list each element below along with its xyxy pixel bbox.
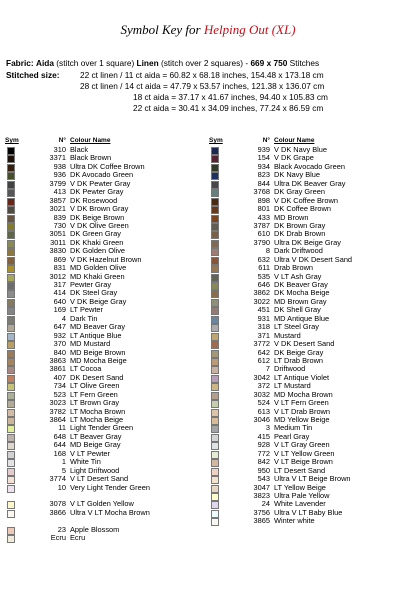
- fabric-line: [6, 58, 319, 68]
- colour-name: Drab Brown: [274, 263, 314, 273]
- floss-number: 407: [53, 372, 66, 382]
- colour-name: MD Mustard: [70, 339, 111, 349]
- colour-name: Medium Tin: [274, 423, 313, 433]
- header-no: N°: [262, 137, 270, 144]
- floss-number: 936: [53, 170, 66, 180]
- size-line-3: 18 ct aida = 37.17 x 41.67 inches, 94.40 x 105.83 cm: [133, 92, 328, 102]
- page-title: [0, 22, 416, 38]
- floss-number: 613: [257, 406, 270, 416]
- colour-name: Mustard: [274, 330, 301, 340]
- stitch-count: 669 x 750: [250, 58, 288, 68]
- fabric-linen-note: (stitch over 2 squares): [160, 58, 244, 68]
- colour-name: DK Drab Brown: [274, 229, 326, 239]
- floss-number: 823: [257, 170, 270, 180]
- table-row: [208, 323, 412, 331]
- size-line-4: 22 ct aida = 30.41 x 34.09 inches, 77.24 x 86.59 cm: [133, 103, 324, 113]
- size-line-2: 28 ct linen / 14 ct aida = 47.79 x 53.57 inches, 121.38 x 136.07 cm: [80, 81, 325, 91]
- floss-number: 3011: [50, 237, 66, 247]
- floss-number: 932: [53, 330, 66, 340]
- colour-name: Ultra V DK Desert Sand: [274, 254, 353, 264]
- table-header: [4, 137, 208, 146]
- floss-number: 3768: [253, 187, 270, 197]
- header-sym: Sym: [5, 137, 19, 144]
- floss-number: 730: [53, 220, 66, 230]
- floss-number: Ecru: [50, 533, 66, 543]
- colour-name: DK Mocha Beige: [274, 288, 330, 298]
- floss-number: 3371: [49, 153, 66, 163]
- floss-number: 310: [53, 145, 66, 154]
- header-colour-name: Colour Name: [274, 137, 315, 144]
- floss-number: 370: [53, 339, 66, 349]
- pattern-name: Helping Out (XL): [203, 22, 296, 37]
- floss-number: 523: [53, 389, 66, 399]
- floss-number: 3772: [253, 339, 270, 349]
- floss-number: 934: [257, 161, 270, 171]
- colour-name: Ecru: [70, 533, 86, 543]
- colour-name: DK Beige Gray: [274, 347, 324, 357]
- colour-name: Ultra Pale Yellow: [274, 490, 330, 500]
- floss-number: 8: [265, 246, 270, 256]
- colour-name: Ultra V LT Mocha Brown: [70, 507, 150, 517]
- floss-number: 632: [257, 254, 270, 264]
- colour-name: V LT Golden Yellow: [70, 499, 134, 509]
- floss-number: 3021: [49, 204, 66, 214]
- table-row: [208, 517, 412, 525]
- colour-name: Winter white: [274, 516, 315, 526]
- table-row: [4, 484, 208, 501]
- floss-number: 24: [261, 499, 270, 509]
- colour-name: V LT Ash Gray: [274, 271, 322, 281]
- floss-number: 433: [257, 212, 270, 222]
- colour-name: DK Gray Green: [274, 187, 325, 197]
- floss-number: 642: [257, 347, 270, 357]
- colour-name: V DK Olive Green: [70, 220, 129, 230]
- left-column: [4, 137, 208, 543]
- floss-number: 372: [257, 381, 270, 391]
- floss-number: 543: [257, 474, 270, 484]
- table-row: [4, 450, 208, 458]
- colour-name: Light Tender Green: [70, 423, 134, 433]
- floss-number: 734: [53, 381, 66, 391]
- floss-number: 5: [61, 465, 66, 475]
- table-row: [208, 205, 412, 213]
- floss-number: 772: [257, 448, 270, 458]
- fabric-aida-note: (stitch over 1 square): [56, 58, 135, 68]
- colour-name: MD Mocha Brown: [274, 389, 333, 399]
- colour-name: V DK Desert Sand: [274, 339, 335, 349]
- floss-number: 3799: [49, 178, 66, 188]
- colour-name: MD Beige Brown: [70, 347, 126, 357]
- fabric-label: Fabric:: [6, 58, 34, 68]
- colour-name: DK Steel Gray: [70, 288, 118, 298]
- colour-name: White Tin: [70, 457, 101, 467]
- size-line-1: 22 ct linen / 11 ct aida = 60.82 x 68.18 inches, 154.48 x 173.18 cm: [80, 70, 324, 80]
- floss-number: 648: [53, 431, 66, 441]
- colour-name: DK Navy Blue: [274, 170, 321, 180]
- floss-number: 3830: [49, 246, 66, 256]
- header-no: N°: [58, 137, 66, 144]
- colour-name: Black Brown: [70, 153, 112, 163]
- colour-name: V LT Desert Sand: [70, 474, 129, 484]
- colour-name: MD Beige Gray: [70, 440, 121, 450]
- floss-number: 23: [57, 524, 66, 534]
- floss-number: 524: [257, 398, 270, 408]
- stitch-unit: Stitches: [289, 58, 320, 68]
- floss-number: 3047: [253, 482, 270, 492]
- colour-name: LT Steel Gray: [274, 322, 319, 332]
- table-row: [4, 526, 208, 534]
- floss-number: 4: [61, 313, 66, 323]
- colour-name: MD Khaki Green: [70, 271, 125, 281]
- fabric-sep: -: [245, 58, 249, 68]
- floss-number: 869: [53, 254, 66, 264]
- floss-number: 415: [257, 431, 270, 441]
- colour-name: LT Antique Blue: [70, 330, 122, 340]
- colour-name: LT Beaver Gray: [70, 431, 122, 441]
- floss-number: 839: [53, 212, 66, 222]
- colour-name: DK Brown Gray: [274, 220, 326, 230]
- colour-name: MD Mocha Beige: [70, 355, 127, 365]
- floss-number: 451: [257, 305, 270, 315]
- floss-number: 3023: [49, 398, 66, 408]
- floss-number: 10: [57, 482, 66, 492]
- colour-name: V DK Pewter Gray: [70, 178, 131, 188]
- floss-number: 640: [53, 296, 66, 306]
- colour-name: V DK Hazelnut Brown: [70, 254, 142, 264]
- colour-name: V LT Yellow Green: [274, 448, 335, 458]
- floss-number: 950: [257, 465, 270, 475]
- floss-number: 939: [257, 145, 270, 154]
- floss-number: 3790: [253, 237, 270, 247]
- colour-name: Pearl Gray: [274, 431, 310, 441]
- colour-name: V DK Grape: [274, 153, 314, 163]
- table-row: [4, 534, 208, 542]
- floss-number: 898: [257, 195, 270, 205]
- colour-name: V DK Coffee Brown: [274, 195, 338, 205]
- floss-number: 644: [53, 440, 66, 450]
- color-swatch-icon: [7, 535, 15, 543]
- colour-name: LT Fern Green: [70, 389, 118, 399]
- colour-name: LT Yellow Beige: [274, 482, 326, 492]
- floss-number: 611: [258, 263, 270, 273]
- colour-name: Light Driftwood: [70, 465, 120, 475]
- floss-number: 3042: [253, 372, 270, 382]
- colour-name: MD Golden Olive: [70, 263, 127, 273]
- header-sym: Sym: [209, 137, 223, 144]
- colour-name: DK Rosewood: [70, 195, 118, 205]
- colour-name: V LT Pewter: [70, 448, 110, 458]
- colour-name: LT Cocoa: [70, 364, 102, 374]
- colour-name: DK Shell Gray: [274, 305, 321, 315]
- colour-name: V LT Gray Green: [274, 440, 330, 450]
- stitched-size-label: Stitched size:: [6, 70, 60, 80]
- table-row: [208, 424, 412, 432]
- floss-number: 3864: [49, 415, 66, 424]
- colour-name: V LT Drab Brown: [274, 406, 330, 416]
- colour-name: LT Desert Sand: [274, 465, 326, 475]
- fabric-linen: Linen: [136, 58, 159, 68]
- floss-number: 646: [257, 280, 270, 289]
- colour-name: DK Golden Olive: [70, 246, 126, 256]
- colour-name: LT Mustard: [274, 381, 311, 391]
- colour-name: DK Beaver Gray: [274, 280, 328, 289]
- floss-number: 3774: [49, 474, 66, 484]
- title-prefix: Symbol Key for: [120, 22, 204, 37]
- colour-name: MD Yellow Beige: [274, 415, 330, 424]
- floss-number: 928: [257, 440, 270, 450]
- colour-name: Ultra V LT Baby Blue: [274, 507, 343, 517]
- color-swatch-icon: [7, 510, 15, 518]
- floss-number: 3: [265, 423, 270, 433]
- colour-name: Driftwood: [274, 364, 306, 374]
- floss-number: 413: [53, 187, 66, 197]
- colour-name: V LT Fern Green: [274, 398, 329, 408]
- floss-number: 840: [53, 347, 66, 357]
- floss-number: 612: [257, 355, 270, 365]
- floss-number: 610: [257, 229, 270, 239]
- colour-name: Ultra DK Coffee Brown: [70, 161, 145, 171]
- floss-number: 3012: [49, 271, 66, 281]
- floss-number: 3756: [253, 507, 270, 517]
- fabric-aida: Aida: [35, 58, 54, 68]
- floss-number: 844: [257, 178, 270, 188]
- colour-name: LT Antique Violet: [274, 372, 330, 382]
- floss-number: 414: [53, 288, 66, 298]
- colour-name: Dark Tin: [70, 313, 98, 323]
- floss-number: 3823: [253, 490, 270, 500]
- colour-name: DK Green Gray: [70, 229, 121, 239]
- floss-number: 169: [53, 305, 66, 315]
- colour-name: Very Light Tender Green: [70, 482, 150, 492]
- color-swatch-icon: [7, 485, 15, 493]
- floss-number: 3787: [253, 220, 270, 230]
- table-row: [4, 509, 208, 526]
- colour-name: DK Desert Sand: [70, 372, 124, 382]
- floss-number: 3078: [49, 499, 66, 509]
- colour-name: V DK Brown Gray: [70, 204, 129, 214]
- colour-name: MD Brown: [274, 212, 309, 222]
- colour-name: LT Mocha Beige: [70, 415, 124, 424]
- floss-number: 801: [257, 204, 270, 214]
- colour-name: LT Drab Brown: [274, 355, 324, 365]
- floss-number: 3862: [253, 288, 270, 298]
- colour-name: Ultra DK Beige Gray: [274, 237, 341, 247]
- floss-number: 317: [53, 280, 66, 289]
- floss-number: 842: [257, 457, 270, 467]
- floss-number: 931: [257, 313, 270, 323]
- colour-name: DK Pewter Gray: [70, 187, 124, 197]
- colour-name: MD Brown Gray: [274, 296, 327, 306]
- floss-number: 371: [257, 330, 270, 340]
- floss-number: 318: [257, 322, 270, 332]
- floss-number: 647: [53, 322, 66, 332]
- floss-number: 3046: [253, 415, 270, 424]
- table-row: [4, 298, 208, 306]
- colour-name: V DK Beige Gray: [70, 296, 127, 306]
- floss-number: 3865: [253, 516, 270, 526]
- floss-number: 535: [257, 271, 270, 281]
- colour-name: DK Coffee Brown: [274, 204, 331, 214]
- floss-number: 831: [53, 263, 66, 273]
- colour-name: LT Pewter: [70, 305, 103, 315]
- colour-name: Dark Driftwood: [274, 246, 323, 256]
- colour-name: LT Mocha Brown: [70, 406, 126, 416]
- floss-number: 3861: [49, 364, 66, 374]
- colour-name: White Lavender: [274, 499, 326, 509]
- colour-name: V DK Navy Blue: [274, 145, 327, 154]
- color-swatch-icon: [211, 518, 219, 526]
- colour-name: MD Beaver Gray: [70, 322, 126, 332]
- table-row: [4, 306, 208, 314]
- table-row: [4, 357, 208, 365]
- colour-name: DK Beige Brown: [70, 212, 125, 222]
- colour-name: Ultra V LT Beige Brown: [274, 474, 351, 484]
- floss-number: 3866: [49, 507, 66, 517]
- floss-number: 154: [257, 153, 270, 163]
- colour-name: Black: [70, 145, 89, 154]
- floss-number: 3863: [49, 355, 66, 365]
- floss-number: 3032: [253, 389, 270, 399]
- floss-number: 3857: [49, 195, 66, 205]
- colour-name: DK Avocado Green: [70, 170, 134, 180]
- colour-name: LT Brown Gray: [70, 398, 120, 408]
- colour-name: DK Khaki Green: [70, 237, 124, 247]
- colour-name: Ultra DK Beaver Gray: [274, 178, 346, 188]
- colour-name: MD Antique Blue: [274, 313, 330, 323]
- colour-name: Pewter Gray: [70, 280, 112, 289]
- floss-number: 168: [53, 448, 66, 458]
- floss-number: 7: [265, 364, 270, 374]
- floss-number: 3782: [49, 406, 66, 416]
- header-colour-name: Colour Name: [70, 137, 111, 144]
- colour-name: V LT Beige Brown: [274, 457, 333, 467]
- floss-number: 938: [53, 161, 66, 171]
- right-column: [208, 137, 412, 526]
- floss-number: 1: [61, 457, 66, 467]
- floss-number: 3051: [49, 229, 66, 239]
- table-row: [208, 357, 412, 365]
- floss-number: 11: [58, 423, 66, 433]
- colour-name: Black Avocado Green: [274, 161, 345, 171]
- floss-number: 3022: [253, 296, 270, 306]
- colour-name: Apple Blossom: [70, 524, 120, 534]
- colour-name: LT Olive Green: [70, 381, 120, 391]
